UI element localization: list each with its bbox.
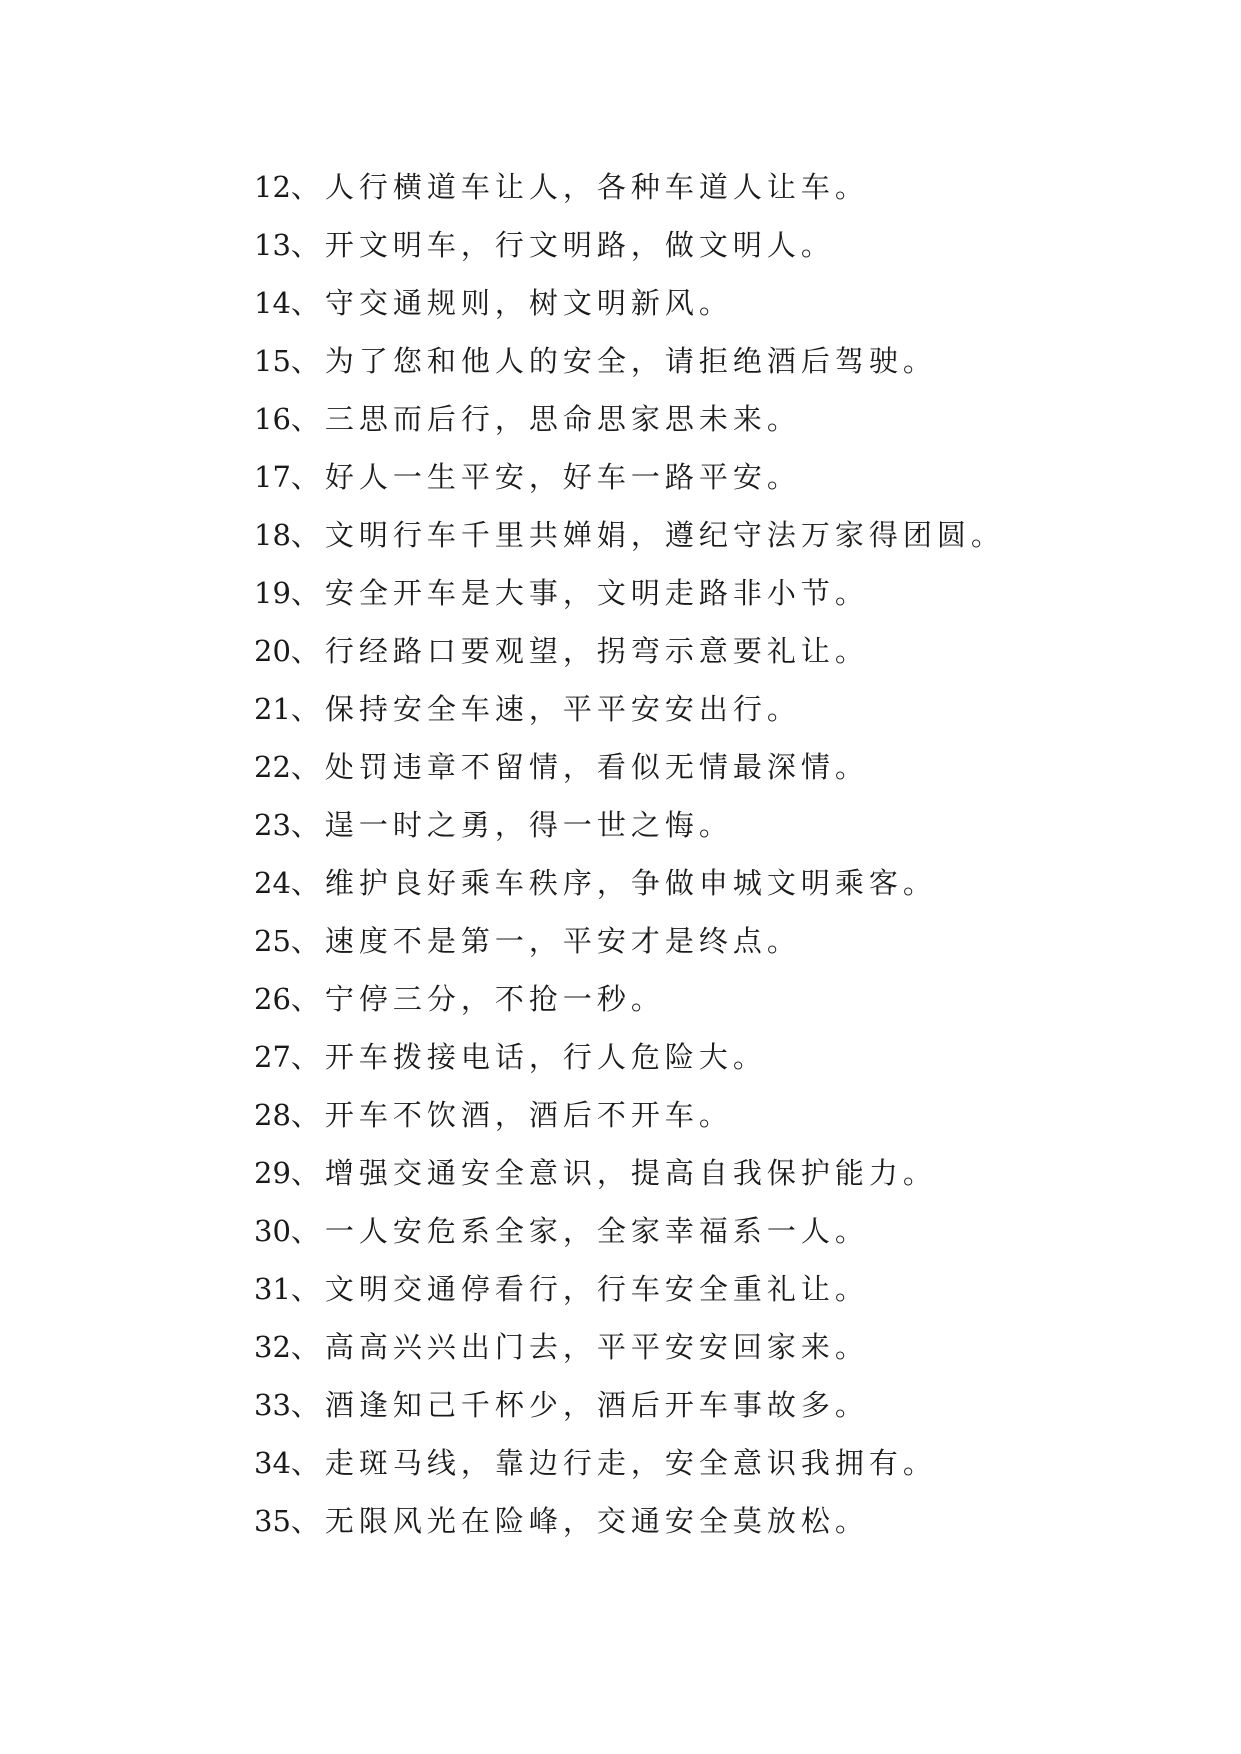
list-item [254, 970, 1005, 1028]
slogan-number: 31 [254, 1272, 291, 1306]
slogan-number: 35 [254, 1504, 291, 1538]
slogan-number: 20 [254, 634, 291, 668]
slogan-text: 为了您和他人的安全，请拒绝酒后驾驶。 [324, 344, 937, 378]
slogan-separator: 、 [290, 808, 325, 842]
slogan-text: 保持安全车速，平平安安出行。 [324, 692, 801, 726]
list-item [254, 158, 1005, 216]
slogan-text: 开车拨接电话，行人危险大。 [324, 1040, 767, 1074]
slogan-separator: 、 [290, 1388, 325, 1422]
slogan-separator: 、 [290, 1330, 325, 1364]
slogan-separator: 、 [290, 1214, 325, 1248]
slogan-number: 22 [254, 750, 291, 784]
list-item [254, 1492, 1005, 1550]
slogan-text: 无限风光在险峰，交通安全莫放松。 [324, 1504, 869, 1538]
slogan-separator: 、 [290, 1446, 325, 1480]
list-item [254, 274, 1005, 332]
slogan-text: 走斑马线，靠边行走，安全意识我拥有。 [324, 1446, 937, 1480]
list-item [254, 390, 1005, 448]
slogan-text: 安全开车是大事，文明走路非小节。 [324, 576, 869, 610]
slogan-number: 33 [254, 1388, 291, 1422]
slogan-number: 23 [254, 808, 291, 842]
list-item [254, 854, 1005, 912]
list-item [254, 680, 1005, 738]
slogan-number: 28 [254, 1098, 291, 1132]
slogan-text: 维护良好乘车秩序，争做申城文明乘客。 [324, 866, 937, 900]
slogan-separator: 、 [290, 1156, 325, 1190]
slogan-separator: 、 [290, 170, 325, 204]
slogan-list [254, 158, 1005, 1550]
slogan-text: 行经路口要观望，拐弯示意要礼让。 [324, 634, 869, 668]
slogan-number: 13 [254, 228, 291, 262]
list-item [254, 216, 1005, 274]
list-item [254, 912, 1005, 970]
slogan-text: 好人一生平安，好车一路平安。 [324, 460, 801, 494]
slogan-text: 三思而后行，思命思家思未来。 [324, 402, 801, 436]
slogan-text: 速度不是第一，平安才是终点。 [324, 924, 801, 958]
list-item [254, 1376, 1005, 1434]
list-item [254, 1434, 1005, 1492]
slogan-text: 守交通规则，树文明新风。 [324, 286, 733, 320]
slogan-number: 16 [254, 402, 291, 436]
list-item [254, 448, 1005, 506]
slogan-number: 12 [254, 170, 291, 204]
slogan-text: 宁停三分，不抢一秒。 [324, 982, 665, 1016]
slogan-number: 29 [254, 1156, 291, 1190]
slogan-number: 14 [254, 286, 291, 320]
slogan-separator: 、 [290, 1098, 325, 1132]
slogan-text: 一人安危系全家，全家幸福系一人。 [324, 1214, 869, 1248]
list-item [254, 332, 1005, 390]
slogan-separator: 、 [290, 692, 325, 726]
slogan-number: 15 [254, 344, 291, 378]
list-item [254, 1260, 1005, 1318]
list-item [254, 564, 1005, 622]
slogan-number: 30 [254, 1214, 291, 1248]
list-item [254, 1202, 1005, 1260]
slogan-number: 26 [254, 982, 291, 1016]
slogan-separator: 、 [290, 518, 325, 552]
slogan-separator: 、 [290, 1504, 325, 1538]
slogan-number: 25 [254, 924, 291, 958]
list-item [254, 506, 1005, 564]
slogan-separator: 、 [290, 982, 325, 1016]
slogan-number: 34 [254, 1446, 291, 1480]
slogan-separator: 、 [290, 228, 325, 262]
slogan-separator: 、 [290, 866, 325, 900]
slogan-number: 21 [254, 692, 291, 726]
slogan-text: 酒逢知己千杯少，酒后开车事故多。 [324, 1388, 869, 1422]
slogan-number: 18 [254, 518, 291, 552]
slogan-text: 处罚违章不留情，看似无情最深情。 [324, 750, 869, 784]
list-item [254, 1144, 1005, 1202]
slogan-text: 人行横道车让人，各种车道人让车。 [324, 170, 869, 204]
slogan-text: 文明行车千里共婵娟，遵纪守法万家得团圆。 [324, 518, 1005, 552]
list-item [254, 622, 1005, 680]
list-item [254, 1318, 1005, 1376]
slogan-separator: 、 [290, 750, 325, 784]
slogan-text: 高高兴兴出门去，平平安安回家来。 [324, 1330, 869, 1364]
slogan-number: 27 [254, 1040, 291, 1074]
slogan-text: 开车不饮酒，酒后不开车。 [324, 1098, 733, 1132]
slogan-number: 32 [254, 1330, 291, 1364]
slogan-separator: 、 [290, 286, 325, 320]
slogan-separator: 、 [290, 1272, 325, 1306]
slogan-separator: 、 [290, 924, 325, 958]
slogan-number: 17 [254, 460, 291, 494]
slogan-separator: 、 [290, 576, 325, 610]
slogan-separator: 、 [290, 344, 325, 378]
slogan-text: 增强交通安全意识，提高自我保护能力。 [324, 1156, 937, 1190]
list-item [254, 796, 1005, 854]
slogan-text: 逞一时之勇，得一世之悔。 [324, 808, 733, 842]
list-item [254, 1028, 1005, 1086]
slogan-number: 24 [254, 866, 291, 900]
slogan-text: 开文明车，行文明路，做文明人。 [324, 228, 835, 262]
slogan-separator: 、 [290, 402, 325, 436]
slogan-text: 文明交通停看行，行车安全重礼让。 [324, 1272, 869, 1306]
slogan-number: 19 [254, 576, 291, 610]
slogan-separator: 、 [290, 1040, 325, 1074]
slogan-separator: 、 [290, 634, 325, 668]
slogan-separator: 、 [290, 460, 325, 494]
list-item [254, 1086, 1005, 1144]
list-item [254, 738, 1005, 796]
